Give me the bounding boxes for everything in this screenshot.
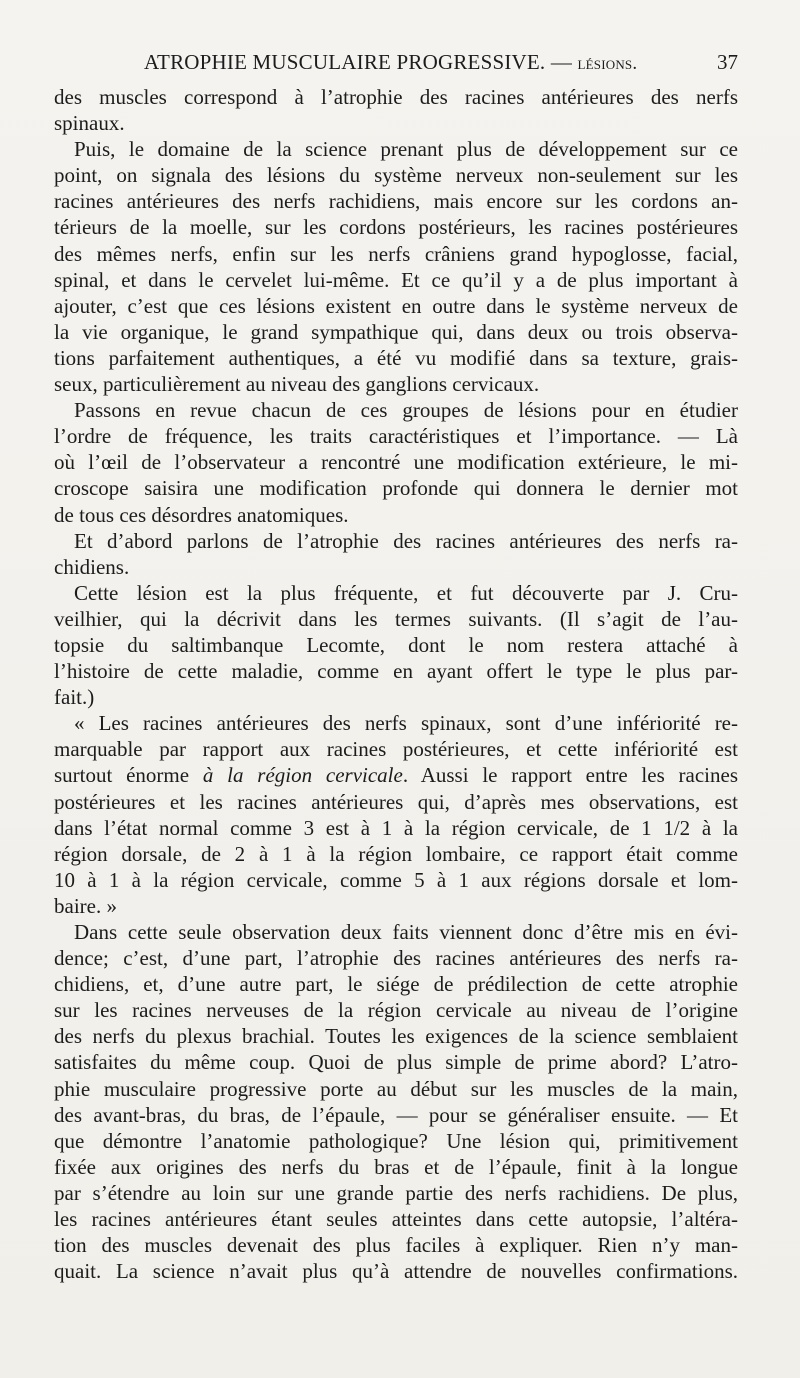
text-line: l’histoire de cette maladie, comme en ayant offert le type le plus par-: [54, 659, 738, 684]
text-line: tions parfaitement authentiques, a été vu modifié dans sa texture, grais-: [54, 345, 738, 370]
text-line: satisfaites du même coup. Quoi de plus simple de prime abord? L’atro-: [54, 1050, 738, 1075]
text-line: Passons en revue chacun de ces groupes de lésions pour en étudier: [74, 398, 738, 423]
running-title-section: lésions.: [577, 53, 638, 74]
text-line: tion des muscles devenait des plus faciles à expliquer. Rien n’y man-: [54, 1233, 738, 1258]
text-line: ajouter, c’est que ces lésions existent en outre dans le système nerveux de: [54, 293, 738, 318]
text-line: veilhier, qui la décrivit dans les termes suivants. (Il s’agit de l’au-: [54, 606, 738, 631]
text-line: l’ordre de fréquence, les traits caractéristiques et l’importance. — Là: [54, 424, 738, 449]
running-header: [54, 44, 738, 80]
text-line: seux, particulièrement au niveau des ganglions cervicaux.: [54, 372, 540, 397]
text-line: fixée aux origines des nerfs du bras et de l’épaule, finit à la longue: [54, 1154, 738, 1179]
text-line: térieurs de la moelle, sur les cordons postérieurs, les racines postérieures: [54, 215, 738, 240]
text-line: point, on signala des lésions du système nerveux non-seulement sur les: [54, 163, 738, 188]
text-line: quait. La science n’avait plus qu’à attendre de nouvelles confirmations.: [54, 1259, 738, 1284]
text-line: sur les racines nerveuses de la région cervicale au niveau de l’origine: [54, 998, 738, 1023]
text-line: Cette lésion est la plus fréquente, et fut découverte par J. Cru-: [74, 580, 738, 605]
text-line: des mêmes nerfs, enfin sur les nerfs crâniens grand hypoglosse, facial,: [54, 241, 738, 266]
text-line: dence; c’est, d’une part, l’atrophie des racines antérieures des nerfs ra-: [54, 946, 738, 971]
running-title-dash: —: [545, 50, 578, 74]
text-line: marquable par rapport aux racines postérieures, et cette infériorité est: [54, 737, 738, 762]
text-line: Puis, le domaine de la science prenant plus de développement sur ce: [74, 137, 738, 162]
text-line: Dans cette seule observation deux faits viennent donc d’être mis en évi-: [74, 920, 738, 944]
text-line: 10 à 1 à la région cervicale, comme 5 à 1 aux régions dorsale et lom-: [54, 867, 738, 892]
text-line: des nerfs du plexus brachial. Toutes les exigences de la science semblaient: [54, 1024, 738, 1049]
text-line: les racines antérieures étant seules atteintes dans cette autopsie, l’altéra-: [54, 1207, 738, 1232]
text-line: dans l’état normal comme 3 est à 1 à la région cervicale, de 1 1/2 à la: [54, 815, 738, 840]
text-line: Et d’abord parlons de l’atrophie des racines antérieures des nerfs ra-: [74, 528, 738, 553]
body-text: [54, 84, 738, 1284]
text-line: par s’étendre au loin sur une grande partie des nerfs rachidiens. De plus,: [54, 1180, 738, 1205]
text-line: fait.): [54, 685, 95, 710]
text-line: baire. »: [54, 893, 117, 918]
text-line: chidiens, et, d’une autre part, le siége de prédilection de cette atrophie: [54, 972, 738, 997]
text-line: spinal, et dans le cervelet lui-même. Et ce qu’il y a de plus important à: [54, 267, 738, 292]
text-line: que démontre l’anatomie pathologique? Une lésion qui, primitivement: [54, 1128, 738, 1153]
text-line: racines antérieures des nerfs rachidiens, mais encore sur les cordons an-: [54, 189, 738, 214]
text-line: topsie du saltimbanque Lecomte, dont le nom restera attaché à: [54, 632, 738, 657]
running-title-main: ATROPHIE MUSCULAIRE PROGRESSIVE.: [144, 50, 546, 74]
text-segment: surtout énorme: [54, 763, 203, 788]
text-segment: . Aussi le rapport entre les racines: [402, 763, 738, 788]
text-line: région dorsale, de 2 à 1 à la région lombaire, ce rapport était comme: [54, 841, 738, 866]
text-line: la vie organique, le grand sympathique qui, dans deux ou trois observa-: [54, 319, 738, 344]
italic-phrase: à la région cervicale: [202, 763, 403, 788]
page-number: 37: [717, 50, 738, 74]
text-line: croscope saisira une modification profonde qui donnera le dernier mot: [54, 476, 738, 501]
text-line: des muscles correspond à l’atrophie des racines antérieures des nerfs: [54, 85, 738, 109]
text-line: des avant-bras, du bras, de l’épaule, — pour se généraliser ensuite. — Et: [54, 1102, 738, 1127]
text-line: où l’œil de l’observateur a rencontré une modification extérieure, le mi-: [54, 450, 738, 475]
running-title: [144, 44, 637, 82]
text-line: [54, 762, 738, 788]
text-line: de tous ces désordres anatomiques.: [54, 502, 349, 527]
text-line: phie musculaire progressive porte au début sur les muscles de la main,: [54, 1076, 738, 1101]
text-line: postérieures et les racines antérieures qui, d’après mes observations, est: [54, 789, 738, 814]
text-line: spinaux.: [54, 111, 125, 136]
text-line: « Les racines antérieures des nerfs spinaux, sont d’une infériorité re-: [74, 711, 738, 736]
text-line: chidiens.: [54, 554, 130, 579]
